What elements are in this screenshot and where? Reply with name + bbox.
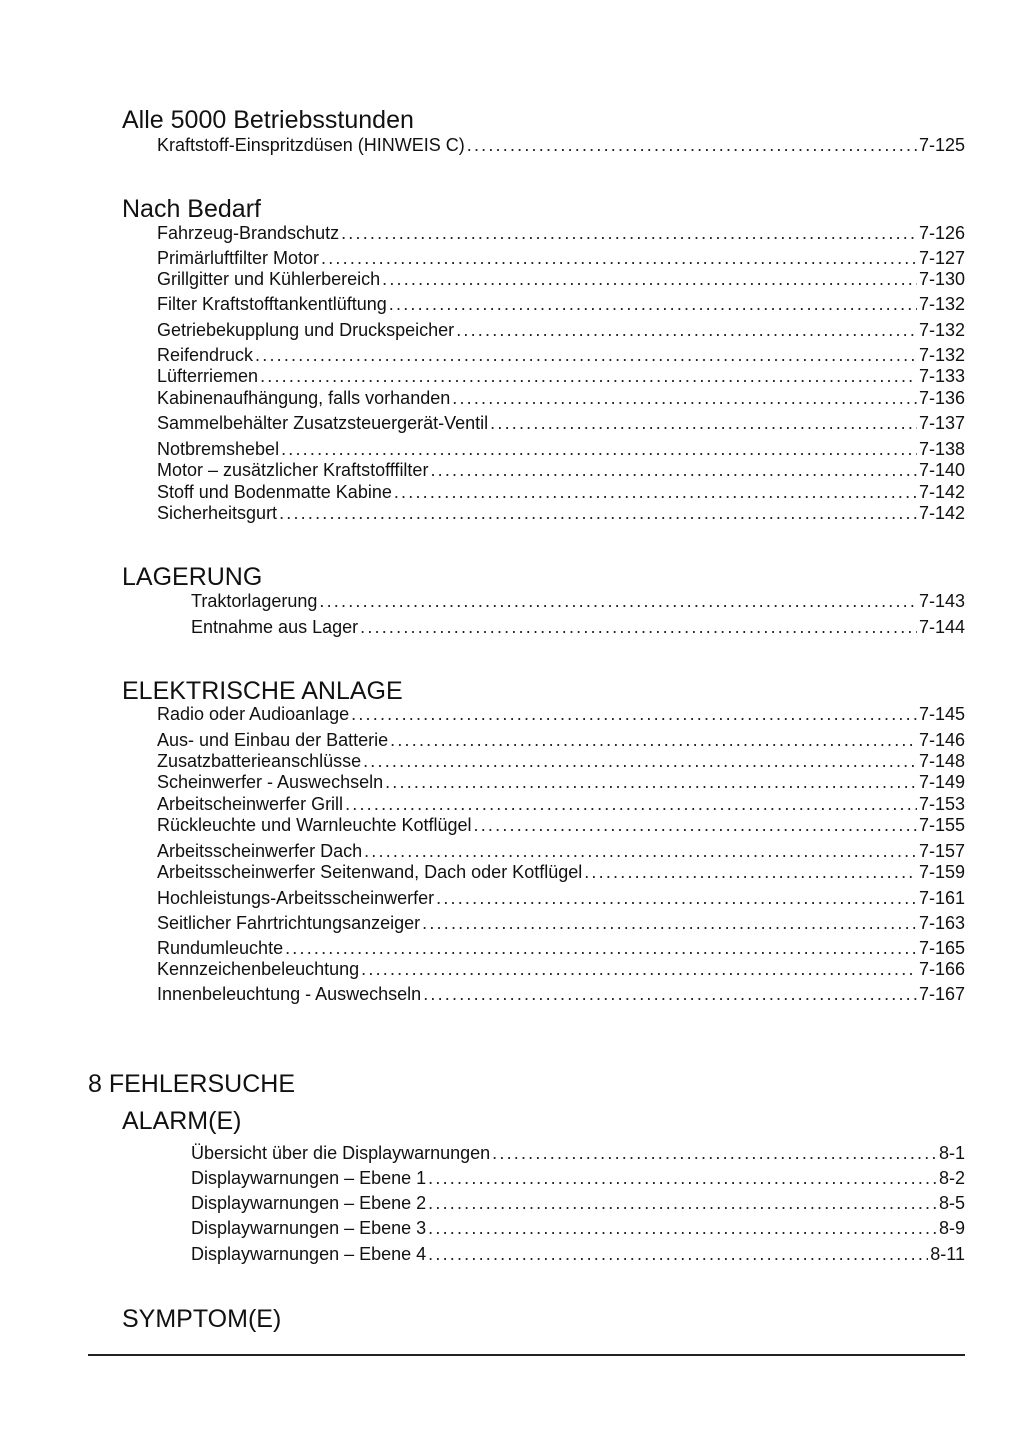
toc-entry-page: 8-9 [938,1218,965,1238]
toc-entry-title: Scheinwerfer - Auswechseln [157,772,384,792]
toc-entry-title: Stoff und Bodenmatte Kabine [157,482,392,502]
toc-entry-title: Fahrzeug-Brandschutz [157,223,340,243]
dot-leader [363,750,917,772]
toc-entry-title: Grillgitter und Kühlerbereich [157,269,381,289]
toc-entry[interactable] [157,750,965,772]
toc-entry-title: Displaywarnungen – Ebene 2 [191,1193,427,1213]
toc-entry[interactable] [157,840,965,862]
toc-entry[interactable] [157,222,965,244]
toc-entry-title: Reifendruck [157,345,254,365]
toc-entry-title: Aus- und Einbau der Batterie [157,730,389,750]
toc-entry-page: 7-148 [918,751,965,771]
toc-entry[interactable] [191,1167,965,1189]
section-heading: Alle 5000 Betriebsstunden [122,106,414,134]
dot-leader [341,222,917,244]
toc-entry-page: 8-1 [938,1143,965,1163]
dot-leader [428,1192,937,1214]
toc-entry-title: Entnahme aus Lager [191,617,359,637]
dot-leader [285,937,917,959]
toc-entry-page: 7-143 [918,591,965,611]
toc-entry-page: 8-2 [938,1168,965,1188]
toc-entry-title: Lüfterriemen [157,366,259,386]
toc-entry[interactable] [157,134,965,156]
toc-entry[interactable] [191,590,965,612]
toc-entry-page: 7-142 [918,503,965,523]
toc-entry-page: 7-133 [918,366,965,386]
dot-leader [345,793,917,815]
toc-entry[interactable] [157,912,965,934]
toc-entry-page: 7-132 [918,345,965,365]
toc-entry-page: 7-155 [918,815,965,835]
toc-entry-title: Seitlicher Fahrtrichtungsanzeiger [157,913,421,933]
toc-entry-page: 7-132 [918,320,965,340]
toc-entry-page: 8-5 [938,1193,965,1213]
dot-leader [351,703,917,725]
dot-leader [360,616,917,638]
toc-entry-title: Filter Kraftstofftankentlüftung [157,294,387,314]
dot-leader [364,840,917,862]
toc-entry[interactable] [191,616,965,638]
toc-entry[interactable] [191,1142,965,1164]
toc-entry-title: Displaywarnungen – Ebene 4 [191,1244,427,1264]
dot-leader [279,502,917,524]
toc-entry-page: 7-142 [918,482,965,502]
toc-entry-page: 7-126 [918,223,965,243]
dot-leader [428,1167,937,1189]
toc-entry-title: Übersicht über die Displaywarnungen [191,1143,491,1163]
toc-entry-title: Rundumleuchte [157,938,284,958]
toc-entry[interactable] [157,771,965,793]
dot-leader [436,887,917,909]
dot-leader [490,412,917,434]
toc-entry-page: 7-138 [918,439,965,459]
toc-entry-title: Arbeitscheinwerfer Grill [157,794,344,814]
section-heading: ELEKTRISCHE ANLAGE [122,677,403,705]
dot-leader [319,590,917,612]
toc-entry[interactable] [157,937,965,959]
toc-entry[interactable] [157,268,965,290]
toc-entry-title: Primärluftfilter Motor [157,248,320,268]
toc-entry[interactable] [157,387,965,409]
toc-entry-page: 7-132 [918,294,965,314]
toc-entry[interactable] [157,412,965,434]
toc-entry-page: 7-146 [918,730,965,750]
toc-entry-page: 7-130 [918,269,965,289]
toc-entry-page: 7-144 [918,617,965,637]
toc-entry-title: Motor – zusätzlicher Kraftstofffilter [157,460,429,480]
toc-entry-page: 7-163 [918,913,965,933]
toc-entry-title: Sicherheitsgurt [157,503,278,523]
toc-entry[interactable] [157,983,965,1005]
toc-entry-title: Zusatzbatterieanschlüsse [157,751,362,771]
dot-leader [390,729,917,751]
toc-entry[interactable] [157,319,965,341]
dot-leader [361,958,917,980]
dot-leader [430,459,917,481]
toc-entry-page: 7-125 [918,135,965,155]
toc-entry-page: 7-136 [918,388,965,408]
toc-entry-title: Arbeitsscheinwerfer Dach [157,841,363,861]
toc-entry-title: Displaywarnungen – Ebene 3 [191,1218,427,1238]
toc-entry-title: Innenbeleuchtung - Auswechseln [157,984,422,1004]
toc-entry[interactable] [157,793,965,815]
toc-entry-page: 7-140 [918,460,965,480]
dot-leader [428,1243,928,1265]
toc-entry[interactable] [157,502,965,524]
toc-entry-page: 8-11 [930,1244,965,1264]
toc-entry-page: 7-161 [918,888,965,908]
dot-leader [467,134,917,156]
dot-leader [584,861,917,883]
toc-entry-page: 7-167 [918,984,965,1004]
dot-leader [456,319,917,341]
toc-entry[interactable] [157,887,965,909]
toc-entry-title: Kennzeichenbeleuchtung [157,959,360,979]
toc-entry-page: 7-153 [918,794,965,814]
toc-entry-title: Sammelbehälter Zusatzsteuergerät-Ventil [157,413,489,433]
toc-entry-page: 7-149 [918,772,965,792]
toc-entry-page: 7-157 [918,841,965,861]
section-heading: SYMPTOM(E) [122,1305,282,1333]
footer-divider [88,1354,965,1356]
dot-leader [255,344,917,366]
toc-entry[interactable] [191,1217,965,1239]
toc-entry-title: Kraftstoff-Einspritzdüsen (HINWEIS C) [157,135,465,155]
toc-entry[interactable] [157,365,965,387]
toc-entry-page: 7-137 [918,413,965,433]
dot-leader [422,912,917,934]
toc-entry[interactable] [157,247,965,269]
toc-entry-page: 7-127 [918,248,965,268]
toc-entry-title: Getriebekupplung und Druckspeicher [157,320,455,340]
toc-entry-page: 7-165 [918,938,965,958]
dot-leader [385,771,917,793]
toc-entry[interactable] [191,1192,965,1214]
toc-entry[interactable] [157,344,965,366]
dot-leader [423,983,917,1005]
toc-entry[interactable] [157,861,965,883]
dot-leader [394,481,917,503]
toc-entry-title: Radio oder Audioanlage [157,704,350,724]
toc-entry[interactable] [157,459,965,481]
toc-entry[interactable] [157,481,965,503]
dot-leader [492,1142,937,1164]
toc-entry-title: Kabinenaufhängung, falls vorhanden [157,388,451,408]
toc-entry[interactable] [157,729,965,751]
toc-entry-title: Rückleuchte und Warnleuchte Kotflügel [157,815,472,835]
dot-leader [428,1217,937,1239]
toc-entry[interactable] [157,958,965,980]
toc-entry[interactable] [157,438,965,460]
toc-entry[interactable] [157,814,965,836]
dot-leader [321,247,917,269]
toc-entry-title: Arbeitsscheinwerfer Seitenwand, Dach oder Kotflügel [157,862,583,882]
section-heading: LAGERUNG [122,563,263,591]
toc-entry-page: 7-166 [918,959,965,979]
section-heading: Nach Bedarf [122,195,261,223]
chapter-heading: 8 FEHLERSUCHE [88,1070,295,1098]
toc-entry-title: Hochleistungs-Arbeitsscheinwerfer [157,888,435,908]
dot-leader [389,293,917,315]
dot-leader [281,438,917,460]
dot-leader [260,365,917,387]
section-heading: ALARM(E) [122,1107,242,1135]
dot-leader [474,814,917,836]
toc-entry[interactable] [157,293,965,315]
dot-leader [452,387,917,409]
toc-entry-page: 7-145 [918,704,965,724]
dot-leader [382,268,917,290]
toc-entry-title: Traktorlagerung [191,591,318,611]
toc-entry[interactable] [157,703,965,725]
toc-entry-title: Notbremshebel [157,439,280,459]
toc-entry-title: Displaywarnungen – Ebene 1 [191,1168,427,1188]
toc-entry-page: 7-159 [918,862,965,882]
toc-entry[interactable] [191,1243,965,1265]
